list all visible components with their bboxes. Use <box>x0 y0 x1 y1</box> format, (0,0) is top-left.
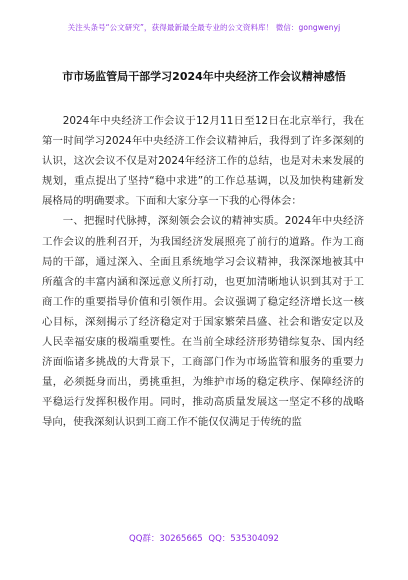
paragraph-intro: 2024年中央经济工作会议于12月11日至12日在北京举行，我在第一时间学习2024年中央经济工作会议精神后，我得到了许多深刻的认识，这次会议不仅是对2024年经济工作的总结，也是对未来发展的规划，重点提出了坚持“稳中求进”的工作总基调，以及加快构建新发展格局的明确要求。下面和大家分享一下我的心得体会： <box>42 115 364 208</box>
header-banner: 关注头条号“公文研究”，获得最新最全最专业的公文资料库！ 微信：gongwenyj <box>67 23 341 32</box>
footer-contact: QQ群：30265665 QQ：535304092 <box>129 534 279 544</box>
paragraph-section-one: 一、把握时代脉搏，深刻领会会议的精神实质。2024年中央经济工作会议的胜利召开，为我国经济发展照亮了前行的道路。作为工商局的干部，通过深入、全面且系统地学习会议精神，我深深地被其中所蕴含的丰富内涵和深远意义所打动，也更加清晰地认识到其对于工商工作的重要指导价值和引领作用。会议强调了稳定经济增长这一核心目标，深刻揭示了经济稳定对于国家繁荣昌盛、社会和谐安定以及人民幸福安康的极端重要性。在当前全球经济形势错综复杂、国内经济面临诸多挑战的大背景下，工商部门作为市场监管和服务的重要力量，必须挺身而出，勇挑重担，为维护市场的稳定秩序、保障经济的平稳运行发挥积极作用。同时，推动高质量发展这一坚定不移的战略导向，使我深刻认识到工商工作不能仅仅满足于传统的监 <box>42 215 364 429</box>
document-body <box>42 111 364 433</box>
document-title: 市市场监管局干部学习2024年中央经济工作会议精神感悟 <box>62 70 346 83</box>
